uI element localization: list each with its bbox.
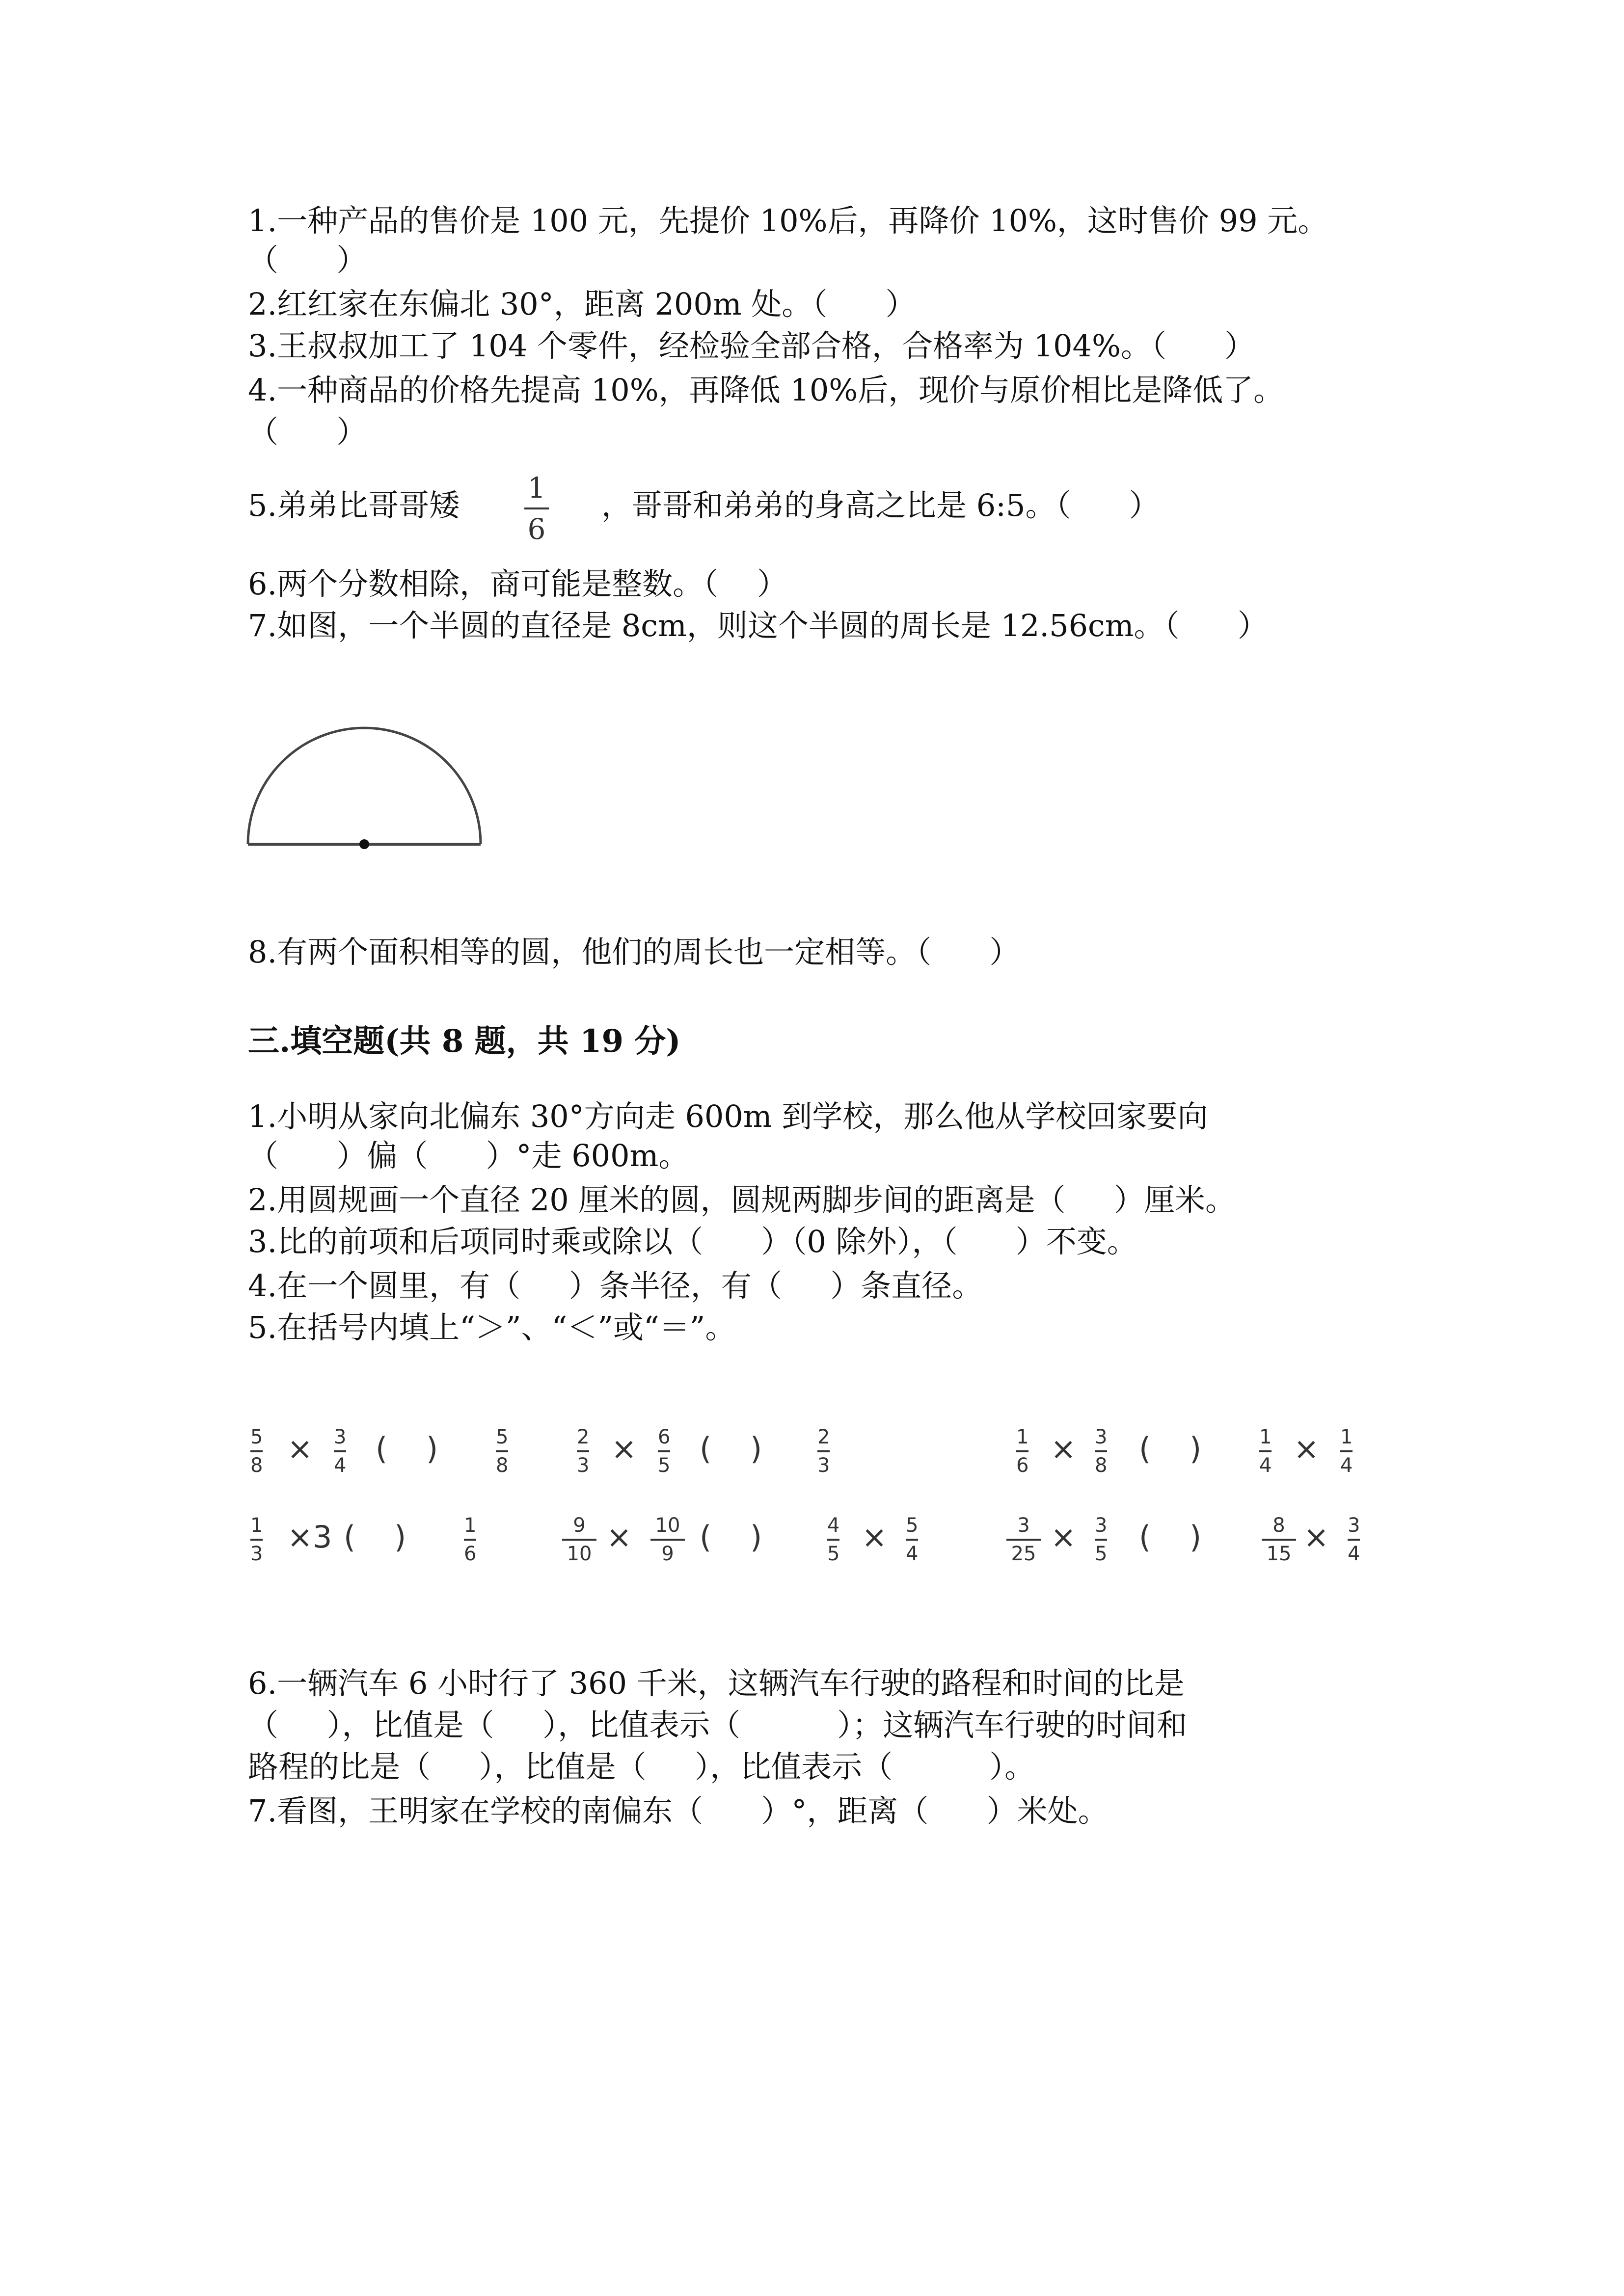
- judge-item-1-answer: （ ）: [248, 242, 367, 278]
- judge-item-1: 1.一种产品的售价是 100 元，先提价 10%后，再降价 10%，这时售价 99 元。: [248, 203, 1328, 239]
- fill-item-1-cont: （ ）偏（ ）°走 600m。: [248, 1138, 689, 1174]
- fraction-numerator: 1: [527, 471, 546, 505]
- compare-fraction: 1 6: [1016, 1426, 1029, 1477]
- times-sign: ×: [1051, 1431, 1076, 1467]
- answer-paren[interactable]: ( ): [1139, 1519, 1202, 1555]
- compare-fraction: 3 4: [334, 1426, 347, 1477]
- fraction-denominator: 6: [527, 512, 546, 546]
- answer-paren[interactable]: ( ): [700, 1431, 762, 1467]
- compare-fraction: 1 4: [1340, 1426, 1353, 1477]
- answer-paren[interactable]: ( ): [344, 1519, 406, 1555]
- semicircle-center-dot: [359, 839, 369, 849]
- judge-item-4: 4.一种商品的价格先提高 10%，再降低 10%后，现价与原价相比是降低了。: [248, 372, 1284, 408]
- compare-fraction: 8 15: [1262, 1514, 1296, 1565]
- judge-item-8: 8.有两个面积相等的圆，他们的周长也一定相等。（ ）: [248, 934, 1020, 970]
- judge-item-6: 6.两个分数相除，商可能是整数。（ ）: [248, 566, 787, 602]
- compare-fraction: 1 6: [464, 1514, 477, 1565]
- judge-item-5-fraction: [524, 471, 549, 546]
- compare-fraction: 9 10: [562, 1514, 596, 1565]
- semicircle-figure: [243, 717, 493, 854]
- times-sign: ×: [1051, 1519, 1076, 1555]
- fill-item-4: 4.在一个圆里，有（ ）条半径，有（ ）条直径。: [248, 1268, 983, 1304]
- compare-fraction: 5 8: [496, 1426, 509, 1477]
- judge-item-5-start: 5.弟弟比哥哥矮: [248, 487, 460, 523]
- compare-fraction: 5 8: [250, 1426, 263, 1477]
- answer-paren[interactable]: ( ): [376, 1431, 438, 1467]
- compare-fraction: 10 9: [650, 1514, 685, 1565]
- judge-item-2: 2.红红家在东偏北 30°，距离 200m 处。（ ）: [248, 286, 916, 322]
- compare-fraction: 3 8: [1095, 1426, 1108, 1477]
- judge-item-3: 3.王叔叔加工了 104 个零件，经检验全部合格，合格率为 104%。（ ）: [248, 328, 1255, 364]
- compare-fraction: 3 25: [1006, 1514, 1041, 1565]
- compare-fraction: 5 4: [906, 1514, 919, 1565]
- semicircle-arc: [248, 728, 481, 844]
- fill-item-6-cont-1: （ ），比值是（ ），比值表示（ ）；这辆汽车行驶的时间和: [248, 1707, 1188, 1743]
- compare-fraction: 6 5: [658, 1426, 671, 1477]
- times-sign: ×: [287, 1431, 313, 1467]
- compare-fraction: 2 3: [577, 1426, 590, 1477]
- fill-item-3: 3.比的前项和后项同时乘或除以（ ）（0 除外），（ ）不变。: [248, 1224, 1137, 1259]
- answer-paren[interactable]: ( ): [1139, 1431, 1202, 1467]
- section-title-fill: 三.填空题(共 8 题，共 19 分): [248, 1023, 681, 1060]
- times-sign: ×: [1303, 1519, 1329, 1555]
- fill-item-1: 1.小明从家向北偏东 30°方向走 600m 到学校，那么他从学校回家要向: [248, 1098, 1208, 1134]
- compare-fraction: 3 5: [1095, 1514, 1108, 1565]
- times-sign: ×: [606, 1519, 632, 1555]
- fill-item-6-cont-2: 路程的比是（ ），比值是（ ），比值表示（ ）。: [248, 1749, 1035, 1785]
- judge-item-4-answer: （ ）: [248, 414, 367, 450]
- judge-item-5-end: ，哥哥和弟弟的身高之比是 6:5。（ ）: [601, 487, 1160, 523]
- fraction-bar: [524, 507, 549, 509]
- fill-item-5: 5.在括号内填上“＞”、“＜”或“＝”。: [248, 1309, 736, 1345]
- compare-fraction: 1 4: [1259, 1426, 1272, 1477]
- times-three: ×3: [287, 1519, 332, 1555]
- answer-paren[interactable]: ( ): [700, 1519, 762, 1555]
- compare-fraction: 3 4: [1348, 1514, 1360, 1565]
- times-sign: ×: [1294, 1431, 1319, 1467]
- times-sign: ×: [862, 1519, 887, 1555]
- fill-item-7: 7.看图，王明家在学校的南偏东（ ）°，距离（ ）米处。: [248, 1793, 1109, 1829]
- compare-fraction: 4 5: [827, 1514, 840, 1565]
- fill-item-2: 2.用圆规画一个直径 20 厘米的圆，圆规两脚步间的距离是（ ）厘米。: [248, 1182, 1236, 1218]
- judge-item-7: 7.如图，一个半圆的直径是 8cm，则这个半圆的周长是 12.56cm。（ ）: [248, 608, 1268, 643]
- compare-fraction: 2 3: [817, 1426, 830, 1477]
- compare-fraction: 1 3: [250, 1514, 263, 1565]
- times-sign: ×: [611, 1431, 637, 1467]
- fill-item-6: 6.一辆汽车 6 小时行了 360 千米，这辆汽车行驶的路程和时间的比是: [248, 1665, 1185, 1701]
